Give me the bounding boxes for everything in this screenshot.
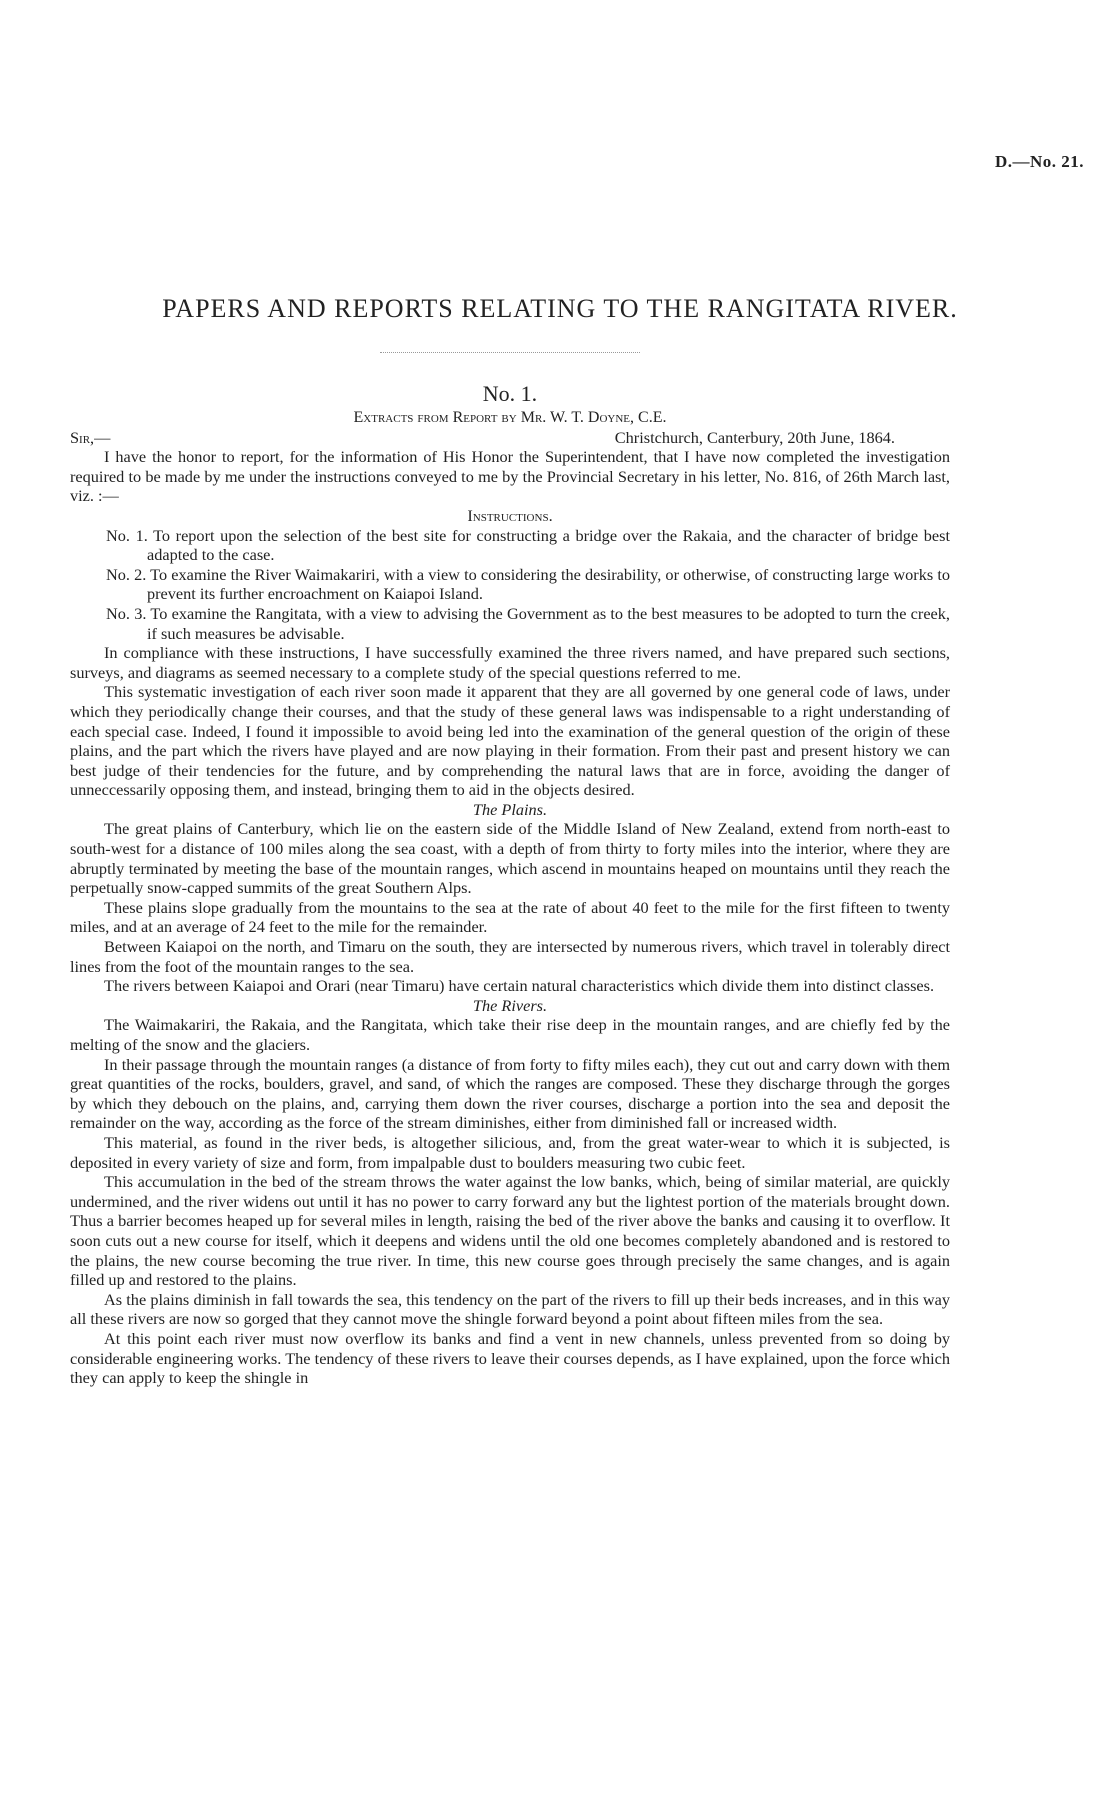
place-date: Christchurch, Canterbury, 20th June, 1864. <box>614 427 895 447</box>
page-title: PAPERS AND REPORTS RELATING TO THE RANGITATA RIVER. <box>162 294 958 323</box>
title-divider <box>380 352 640 353</box>
salutation-line <box>70 428 950 448</box>
intro-paragraph: I have the honor to report, for the information of His Honor the Superintendent, that I have now completed the investigation required to be made by me under the instructions conveyed to me by the Provincial Secretary in his letter, No. 816, of 26th March last, viz. :— <box>70 447 950 506</box>
paragraph: This accumulation in the bed of the stream throws the water against the low banks, which, being of similar material, are quickly undermined, and the river widens out until it has no power to carry forward any but the lightest portion of the materials brought down. Thus a barrier becomes heaped up for several miles in length, raising the bed of the river above the banks and causing it to overflow. It soon cuts out a new course for itself, which it deepens and widens until the old one becomes completely abandoned and is restored to the plains, the new course becoming the true river. In time, this new course goes through precisely the same changes, and is again filled up and restored to the plains. <box>70 1172 950 1290</box>
salutation: Sir,— <box>70 427 111 447</box>
document-body <box>70 380 950 1388</box>
section-subtitle: Extracts from Report by Mr. W. T. Doyne, C.E. <box>353 409 667 426</box>
rivers-heading: The Rivers. <box>472 995 548 1015</box>
instructions-heading: Instructions. <box>467 505 553 525</box>
paragraph: In their passage through the mountain ranges (a distance of from forty to fifty miles each), they cut out and carry down with them great quantities of the rocks, boulders, gravel, and sand, of which the ranges are composed. These they discharge through the gorges by which they debouch on the plains, and, carrying them down the river courses, discharge a portion into the sea and deposit the remainder on the way, according as the force of the stream diminishes, either from diminished fall or increased width. <box>70 1054 950 1133</box>
paragraph: The Waimakariri, the Rakaia, and the Rangitata, which take their rise deep in the mountain ranges, and are chiefly fed by the melting of the snow and the glaciers. <box>70 1015 950 1054</box>
plains-heading: The Plains. <box>472 799 548 819</box>
paragraph: At this point each river must now overflow its banks and find a vent in new channels, unless prevented from so doing by considerable engineering works. The tendency of these rivers to leave their courses depends, as I have explained, upon the force which they can apply to keep the shingle in <box>70 1328 950 1388</box>
paragraph: This material, as found in the river beds, is altogether silicious, and, from the great water-wear to which it is subjected, is deposited in every variety of size and form, from impalpable dust to boulders measuring two cubic feet. <box>70 1132 950 1172</box>
paragraph: Between Kaiapoi on the north, and Timaru on the south, they are intersected by numerous rivers, which travel in tolerably direct lines from the foot of the mountain ranges to the sea. <box>70 937 950 976</box>
document-reference: D.—No. 21. <box>994 152 1084 171</box>
paragraph: In compliance with these instructions, I have successfully examined the three rivers named, and have prepared such sections, surveys, and diagrams as seemed necessary to a complete study of the special questions referred to me. <box>70 643 950 682</box>
instruction-item: No. 2. To examine the River Waimakariri, with a view to considering the desirability, or otherwise, of constructing large works to prevent its further encroachment on Kaiapoi Island. <box>106 564 950 604</box>
instruction-item: No. 1. To report upon the selection of the best site for constructing a bridge over the Rakaia, and the character of bridge best adapted to the case. <box>106 525 950 565</box>
paragraph: This systematic investigation of each river soon made it apparent that they are all governed by one general code of laws, under which they periodically change their courses, and that the study of these general laws was indispensable to a right understanding of each special case. Indeed, I found it impossible to avoid being led into the examination of the general question of the origin of these plains, and the part which the rivers have played and are now playing in their formation. From their past and present history we can best judge of their tendencies for the future, and by comprehending the natural laws that are in force, avoiding the danger of unneccessarily opposing them, and instead, bringing them to aid in the objects desired. <box>70 682 950 800</box>
paragraph: The rivers between Kaiapoi and Orari (near Timaru) have certain natural characteristics which divide them into distinct classes. <box>104 976 935 996</box>
paragraph: As the plains diminish in fall towards the sea, this tendency on the part of the rivers to fill up their beds increases, and in this way all these rivers are now so gorged that they cannot move the shingle forward beyond a point about fifteen miles from the sea. <box>70 1289 950 1329</box>
paragraph: The great plains of Canterbury, which lie on the eastern side of the Middle Island of New Zealand, extend from north-east to south-west for a distance of 100 miles along the sea coast, with a depth of from thirty to forty miles into the interior, where they are abruptly terminated by meeting the base of the mountain ranges, which ascend in mountains heaped on mountains until they reach the perpetually snow-capped summits of the great Southern Alps. <box>70 819 950 898</box>
instruction-item: No. 3. To examine the Rangitata, with a view to advising the Government as to the best measures to be adopted to turn the creek, if such measures be advisable. <box>106 603 950 643</box>
paragraph: These plains slope gradually from the mountains to the sea at the rate of about 40 feet to the mile for the first fifteen to twenty miles, and at an average of 24 feet to the mile for the remainder. <box>70 897 950 937</box>
section-number: No. 1. <box>482 381 538 406</box>
